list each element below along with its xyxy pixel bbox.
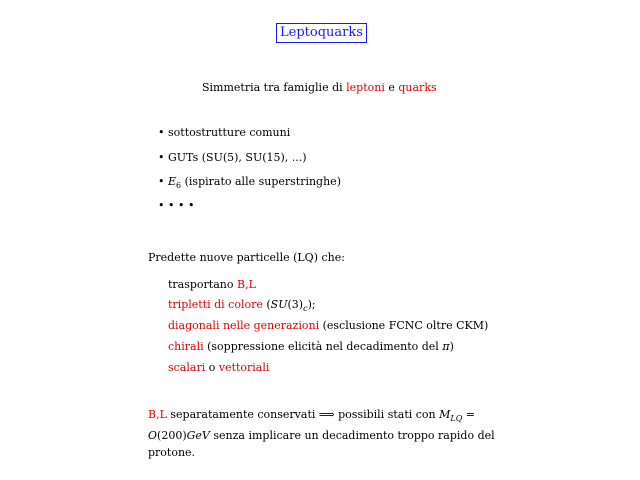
property-item: chirali (soppressione elicità nel decadimento del π) xyxy=(168,340,454,353)
property-item: tripletti di colore $(SU(3)_c)$; xyxy=(168,298,316,314)
property-item: trasportano B,L xyxy=(168,278,256,291)
intro-line: Simmetria tra famiglie di leptoni e quarks xyxy=(202,81,437,94)
leptoni-term: leptoni xyxy=(346,81,385,94)
bullet-ellipsis: • • • • xyxy=(158,199,195,212)
closing-paragraph: B,L separatamente conservati ⟹ possibili stati con $M_{LQ} = O(200)GeV$ senza implicare un decadimento troppo rapido del protone. xyxy=(148,408,495,460)
bullet-item: • $E_6$ (ispirato alle superstringhe) xyxy=(158,175,341,191)
predette-line: Predette nuove particelle (LQ) che: xyxy=(148,251,345,264)
page-title: Leptoquarks xyxy=(276,23,367,43)
quarks-term: quarks xyxy=(398,81,437,94)
property-item: scalari o vettoriali xyxy=(168,361,270,374)
bullet-item: • GUTs (SU(5), SU(15), ...) xyxy=(158,151,307,164)
bullet-item: • sottostrutture comuni xyxy=(158,126,291,139)
property-item: diagonali nelle generazioni (esclusione FCNC oltre CKM) xyxy=(168,319,489,332)
